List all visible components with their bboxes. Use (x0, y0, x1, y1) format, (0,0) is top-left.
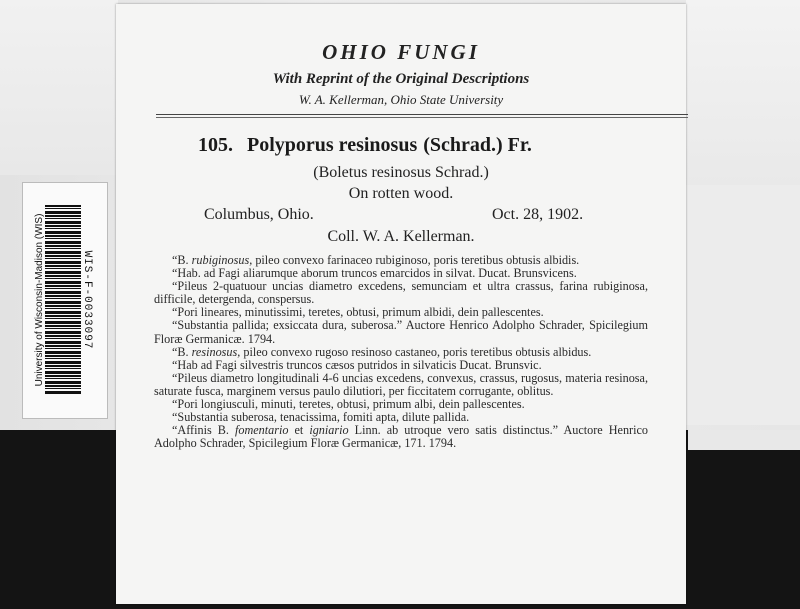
italic-epithet: igniario (309, 423, 349, 438)
text-run: et (288, 423, 310, 438)
species-heading (198, 134, 532, 157)
exsiccata-number: 105. (198, 134, 233, 156)
sheet-edge-strip (688, 430, 800, 450)
text-run: “B. (172, 253, 192, 267)
sheet-fold-right (686, 0, 800, 186)
description-paragraph (154, 346, 648, 359)
text-run: “B. (172, 344, 192, 359)
barcode-icon (45, 205, 81, 395)
barcode-institution: University of Wisconsin-Madison (WIS) (34, 213, 45, 387)
collection-date: Oct. 28, 1902. (492, 206, 584, 223)
barcode-label (22, 182, 108, 419)
series-title: OHIO FUNGI (322, 40, 480, 64)
italic-epithet: rubiginosus, (191, 253, 253, 267)
original-description (154, 254, 648, 450)
barcode-id: WIS-F-0033097 (81, 250, 93, 350)
header-rule-bottom (156, 117, 688, 118)
collection-place: Columbus, Ohio. (204, 206, 314, 223)
text-run: “Affinis B. (172, 423, 235, 438)
species-authority: (Schrad.) Fr. (423, 134, 532, 156)
description-paragraph: “Pori lineares, minutissimi, teretes, obtusi, primum albidi, dein pallescentes. (172, 305, 544, 320)
description-paragraph: “Hab. ad Fagi aliarumque aborum truncos emarcidos in silvat. Ducat. Brunsvicens. (172, 266, 577, 281)
species-name: Polyporus resinosus (247, 134, 418, 156)
description-paragraph (154, 424, 648, 450)
label-header (116, 40, 686, 108)
series-subtitle: With Reprint of the Original Descriptions (272, 71, 530, 87)
description-paragraph: “Pileus diametro longitudinali 4-6 uncias excedens, convexus, crassus, rugosus, materia resinosa, saturate fusca, marginem versus paulo dilutiori, per ficcitatem corrugante, oblitus. (154, 370, 648, 398)
description-paragraph: “Substantia suberosa, tenacissima, fomiti apta, dilute pallida. (172, 410, 470, 425)
text-run: pileo convexo rugoso resinoso castaneo, poris teretibus obtusis albidus. (240, 344, 592, 359)
collector: Coll. W. A. Kellerman. (327, 228, 475, 245)
text-run: pileo convexo farinaceo rubiginoso, poris teretibus obtusis albidis. (252, 253, 580, 267)
header-rule-top (156, 114, 688, 115)
sheet-right-lower (686, 185, 800, 425)
basionym: (Boletus resinosus Schrad.) (313, 164, 489, 181)
sheet-fold-left (0, 0, 118, 175)
description-paragraph: “Hab ad Fagi silvestris truncos cæsos putridos in silvaticis Ducat. Brunsvic. (172, 357, 542, 372)
description-paragraph: “Substantia pallida; exsiccata dura, suberosa.” Auctore Henrico Adolpho Schrader, Spicilegium Floræ Germanicæ. 1794. (154, 318, 648, 346)
substrate: On rotten wood. (348, 185, 454, 202)
italic-epithet: resinosus, (191, 344, 241, 359)
italic-epithet: fomentario (234, 423, 289, 438)
description-paragraph: “Pori longiusculi, minuti, teretes, obtusi, primum albi, dein pallescentes. (172, 397, 525, 412)
description-paragraph: “Pileus 2-quatuour uncias diametro excedens, semunciam et ultra crassus, farina rubiginosa, difficile, detergenda, conspersus. (154, 279, 648, 307)
specimen-label (116, 4, 686, 604)
text-run: Linn. ab utroque vero satis distinctus.” Auctore Henrico Adolpho Schrader, Spicilegium Floræ Germanicæ, 171. 1794. (154, 423, 648, 451)
series-author: W. A. Kellerman, Ohio State University (298, 92, 504, 107)
